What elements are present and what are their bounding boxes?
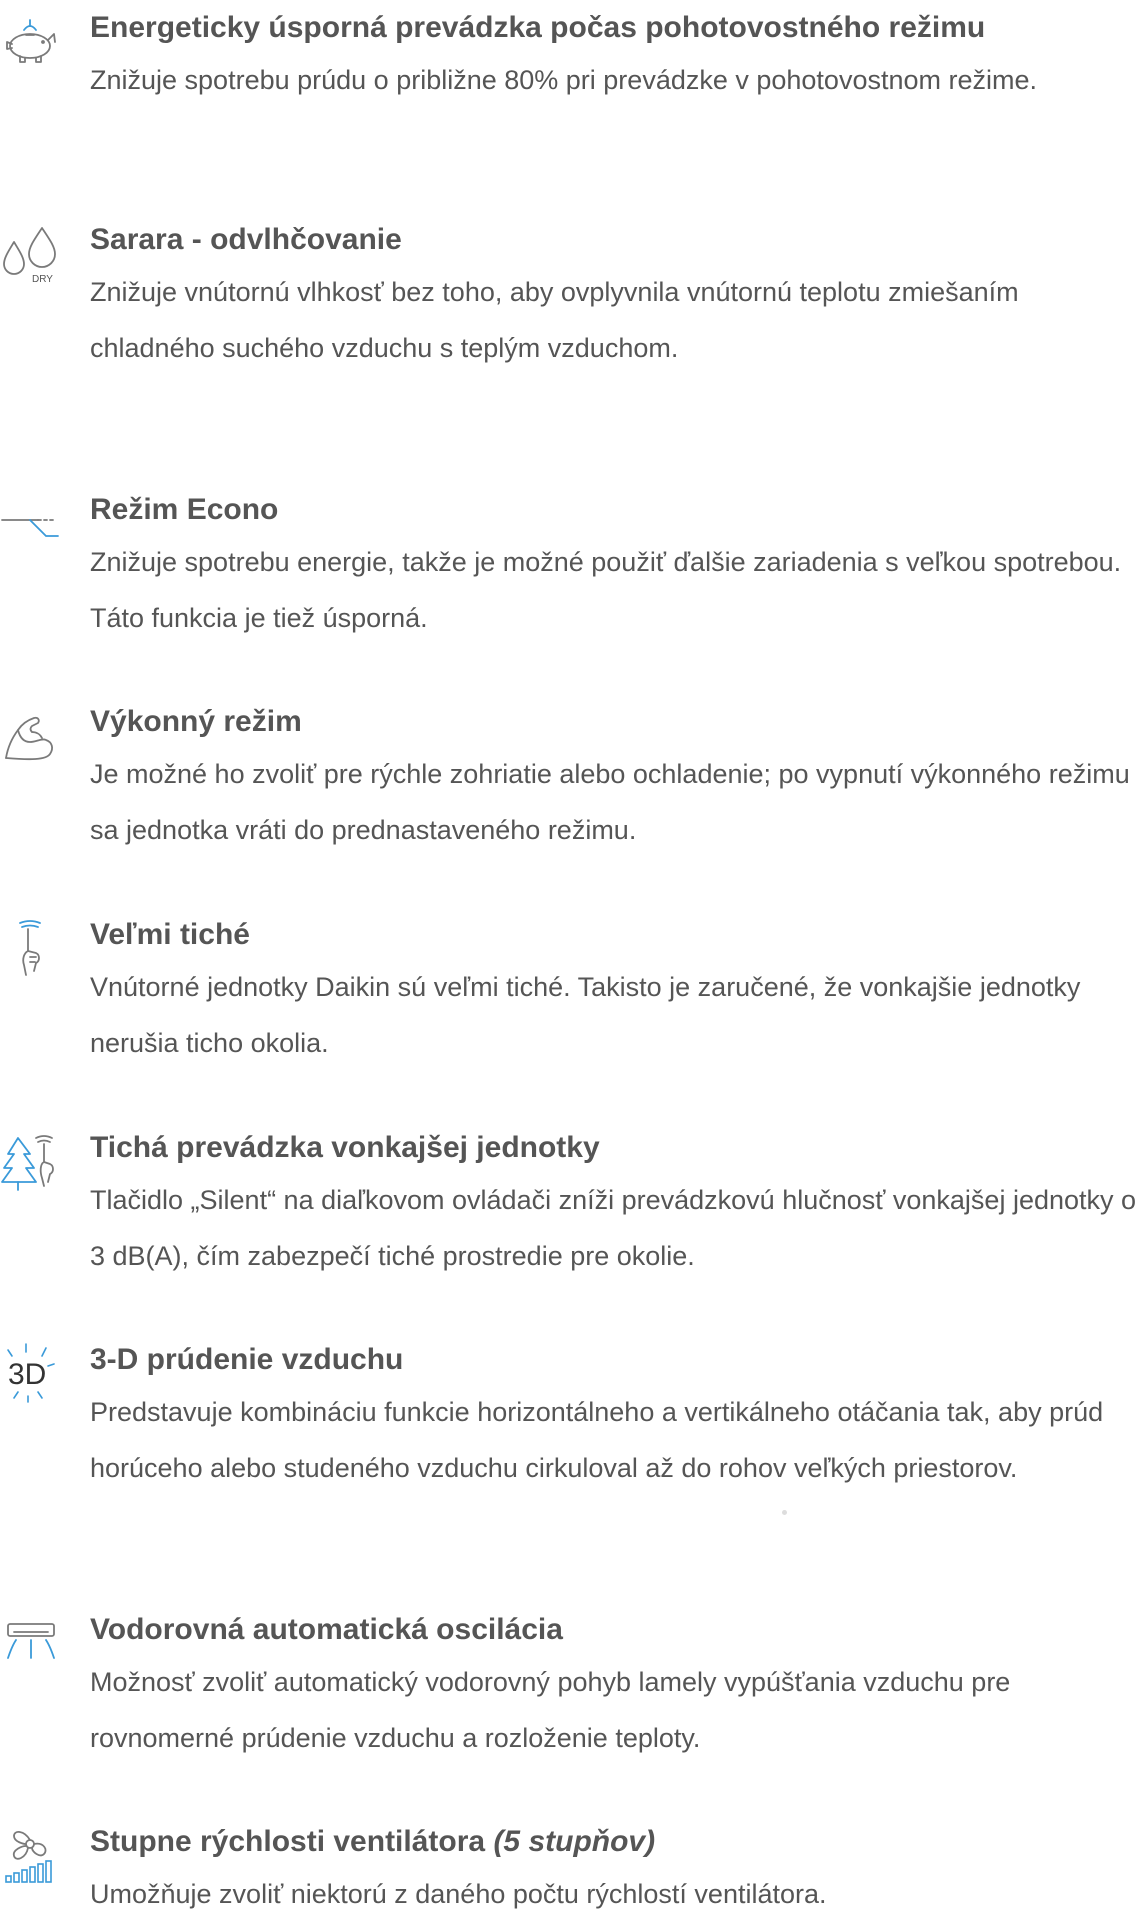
horizontal-swing-icon (0, 1610, 66, 1676)
feature-title: Stupne rýchlosti ventilátora (5 stupňov) (90, 1825, 656, 1858)
feature-title: Vodorovná automatická oscilácia (90, 1613, 563, 1646)
feature-description: Znižuje spotrebu prúdu o približne 80% pri prevádzke v pohotovostnom režime. (90, 65, 1038, 95)
feature-title: 3-D prúdenie vzduchu (90, 1343, 404, 1376)
tree-silent-icon (0, 1128, 66, 1194)
feature-description: Znižuje vnútornú vlhkosť bez toho, aby ovplyvnila vnútornú teplotu zmiešaním chladného suchého vzduchu s teplým vzduchom. (90, 277, 1019, 363)
dry-label: DRY (32, 274, 53, 285)
dry-drops-icon (0, 220, 66, 286)
feature-title: Energeticky úsporná prevádzka počas pohotovostného režimu (90, 11, 986, 44)
decorative-dot (782, 1510, 787, 1515)
3d-label: 3D (8, 1358, 47, 1391)
fan-speed-icon (0, 1822, 66, 1888)
econo-line-icon (0, 490, 66, 556)
feature-description: Znižuje spotrebu energie, takže je možné použiť ďalšie zariadenia s veľkou spotrebou. Táto funkcia je tiež úsporná. (90, 547, 1122, 633)
feature-description: Je možné ho zvoliť pre rýchle zohriatie alebo ochladenie; po vypnutí výkonného režimu sa jednotka vráti do prednastaveného režimu. (90, 759, 1130, 845)
feature-description: Vnútorné jednotky Daikin sú veľmi tiché. Takisto je zaručené, že vonkajšie jednotky nerušia ticho okolia. (90, 972, 1081, 1058)
feature-title: Tichá prevádzka vonkajšej jednotky (90, 1131, 600, 1164)
feature-title-suffix: (5 stupňov) (493, 1825, 656, 1858)
feature-title: Veľmi tiché (90, 918, 250, 951)
quiet-finger-icon (0, 915, 66, 981)
feature-title: Sarara - odvlhčovanie (90, 223, 402, 256)
feature-description: Možnosť zvoliť automatický vodorovný pohyb lamely vypúšťania vzduchu pre rovnomerné prúdenie vzduchu a rozloženie teploty. (90, 1667, 1011, 1753)
feature-description: Umožňuje zvoliť niektorú z daného počtu rýchlostí ventilátora. (90, 1879, 827, 1909)
3d-airflow-icon (0, 1340, 66, 1406)
feature-description: Predstavuje kombináciu funkcie horizontálneho a vertikálneho otáčania tak, aby prúd horúceho alebo studeného vzduchu cirkuloval až do rohov veľkých priestorov. (90, 1397, 1104, 1483)
feature-description: Tlačidlo „Silent“ na diaľkovom ovládači zníži prevádzkovú hlučnosť vonkajšej jednotky o 3 dB(A), čím zabezpečí tiché prostredie pre okolie. (90, 1185, 1137, 1271)
flexed-arm-icon (0, 702, 66, 768)
feature-title: Výkonný režim (90, 705, 302, 738)
piggy-bank-icon (0, 8, 66, 74)
feature-title: Režim Econo (90, 493, 279, 526)
